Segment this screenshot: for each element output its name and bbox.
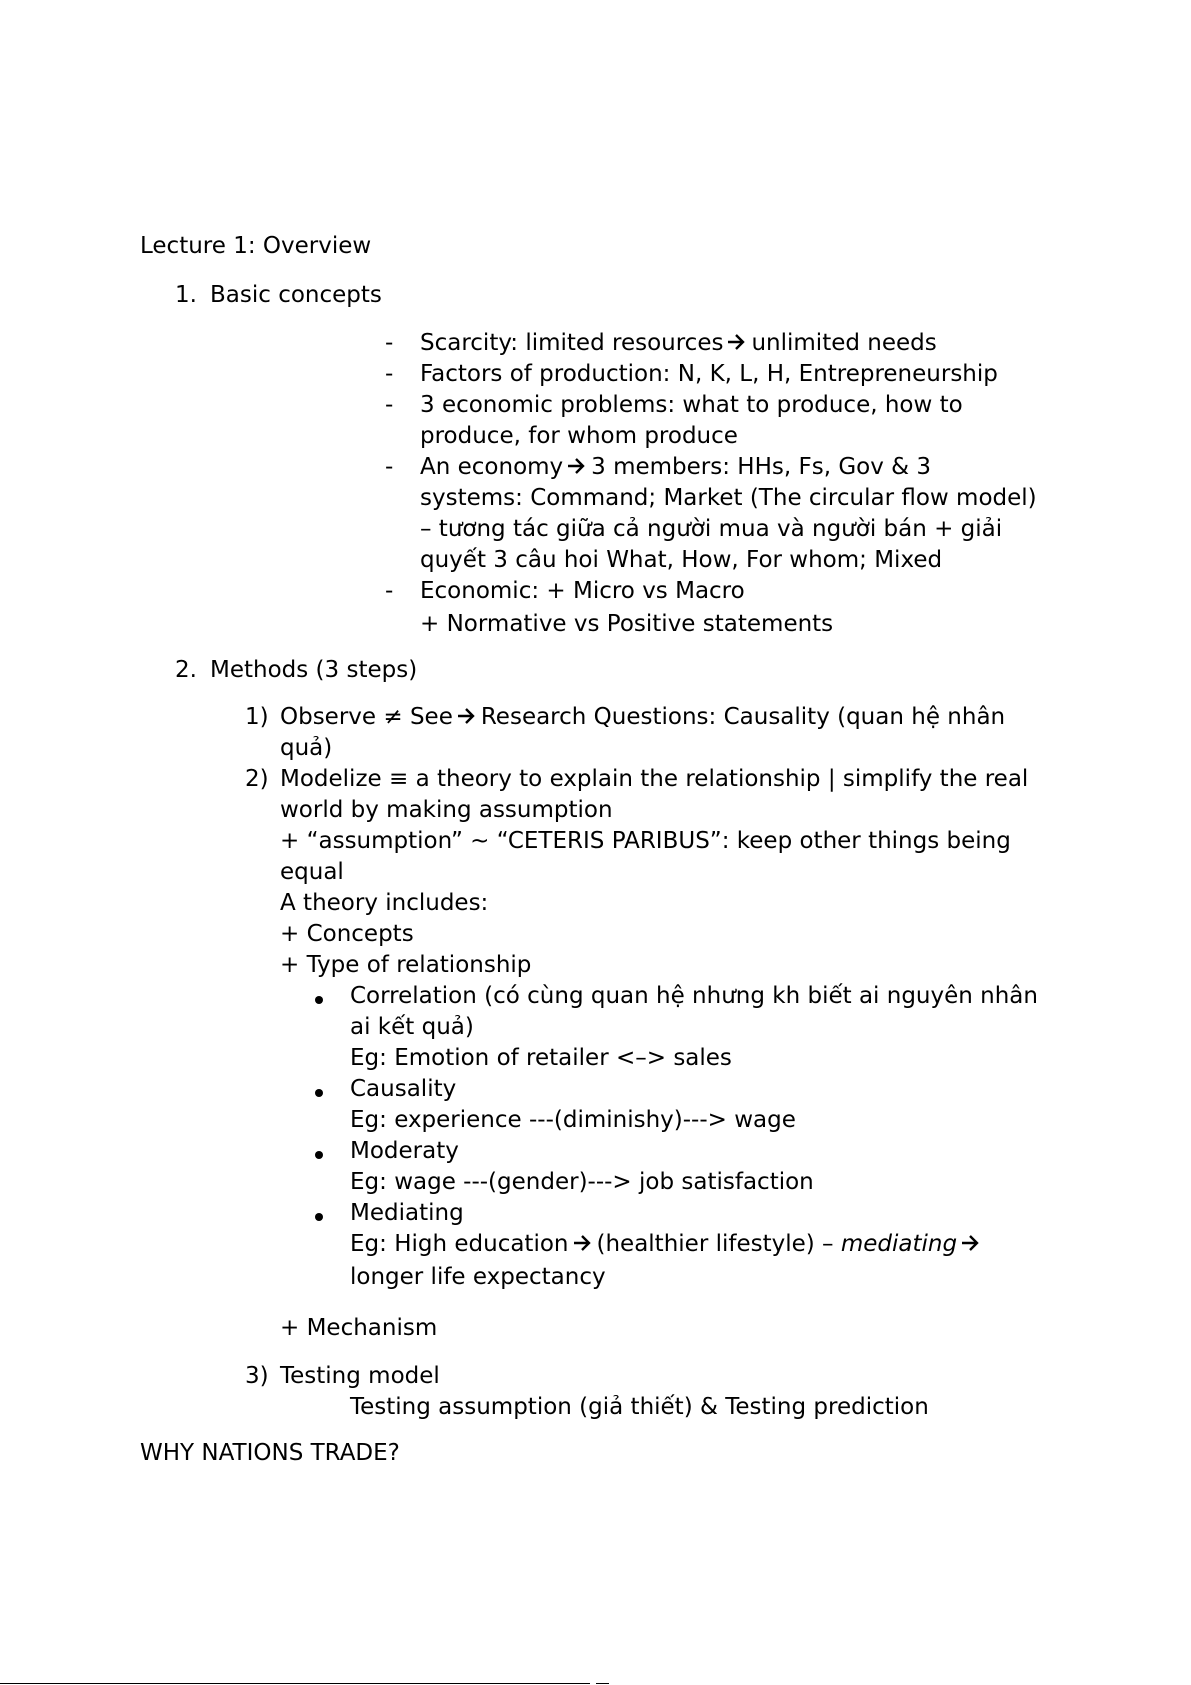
bullet-dot	[315, 1151, 323, 1159]
document-title: Lecture 1: Overview	[140, 233, 372, 259]
relationship-mediating-line: Mediating	[350, 1200, 464, 1226]
footer-rule-tick	[596, 1683, 609, 1684]
step-2-line: + Concepts	[280, 921, 414, 947]
bullet-factors-of-production: Factors of production: N, K, L, H, Entrepreneurship	[420, 361, 998, 387]
bullet-economic-line: Economic: + Micro vs Macro	[420, 578, 745, 604]
bullet-economic-line: + Normative vs Positive statements	[420, 611, 834, 637]
bullet-economy-line: – tương tác giữa cả người mua và người bán + giải	[420, 516, 1003, 542]
right-arrow-icon	[961, 1233, 980, 1253]
bullet-dot	[315, 996, 323, 1004]
relationship-moderaty-line: Eg: wage ---(gender)---> job satisfaction	[350, 1169, 814, 1195]
step-3-line: Testing model	[280, 1363, 440, 1389]
mechanism-line: + Mechanism	[280, 1315, 438, 1341]
relationship-moderaty-line: Moderaty	[350, 1138, 459, 1164]
bullet-economic-problems-line: 3 economic problems: what to produce, how to	[420, 392, 963, 418]
dash-marker: -	[385, 361, 394, 387]
right-arrow-icon	[457, 706, 476, 726]
relationship-correlation-line: Eg: Emotion of retailer <–> sales	[350, 1045, 732, 1071]
right-arrow-icon	[567, 456, 586, 476]
bullet-economic-problems-line: produce, for whom produce	[420, 423, 738, 449]
relationship-mediating-line: Eg: High education (healthier lifestyle) – mediating	[350, 1229, 985, 1260]
step-1-marker: 1)	[245, 704, 269, 730]
dash-marker: -	[385, 454, 394, 480]
section-1-number: 1.	[175, 282, 197, 308]
relationship-correlation-line: Correlation (có cùng quan hệ nhưng kh biết ai nguyên nhân	[350, 983, 1038, 1009]
relationship-causality-line: Causality	[350, 1076, 457, 1102]
step-2-marker: 2)	[245, 766, 269, 792]
bullet-dot	[315, 1213, 323, 1221]
dash-marker: -	[385, 330, 394, 356]
step-2-line: world by making assumption	[280, 797, 613, 823]
right-arrow-icon	[573, 1233, 592, 1253]
relationship-mediating-line: longer life expectancy	[350, 1264, 606, 1290]
relationship-causality-line: Eg: experience ---(diminishy)---> wage	[350, 1107, 796, 1133]
section-2-heading: Methods (3 steps)	[210, 657, 418, 683]
bullet-economy-line: An economy 3 members: HHs, Fs, Gov & 3	[420, 454, 932, 480]
right-arrow-icon	[727, 332, 746, 352]
bullet-economy-line: systems: Command; Market (The circular flow model)	[420, 485, 1037, 511]
step-2-line: Modelize ≡ a theory to explain the relationship | simplify the real	[280, 766, 1029, 792]
bullet-dot	[315, 1089, 323, 1097]
closing-heading: WHY NATIONS TRADE?	[140, 1440, 400, 1466]
step-3-line: Testing assumption (giả thiết) & Testing prediction	[350, 1394, 929, 1420]
footer-rule	[0, 1683, 590, 1684]
step-2-line: A theory includes:	[280, 890, 489, 916]
step-1-line: Observe ≠ See Research Questions: Causality (quan hệ nhân	[280, 704, 1006, 730]
step-1-line: quả)	[280, 735, 333, 761]
dash-marker: -	[385, 578, 394, 604]
section-2-number: 2.	[175, 657, 197, 683]
section-1-heading: Basic concepts	[210, 282, 382, 308]
step-2-line: + “assumption” ~ “CETERIS PARIBUS”: keep other things being	[280, 828, 1011, 854]
bullet-scarcity: Scarcity: limited resources unlimited needs	[420, 330, 937, 356]
dash-marker: -	[385, 392, 394, 418]
step-3-marker: 3)	[245, 1363, 269, 1389]
step-2-line: + Type of relationship	[280, 952, 532, 978]
bullet-economy-line: quyết 3 câu hoi What, How, For whom; Mixed	[420, 547, 943, 573]
relationship-correlation-line: ai kết quả)	[350, 1014, 474, 1040]
step-2-line: equal	[280, 859, 344, 885]
